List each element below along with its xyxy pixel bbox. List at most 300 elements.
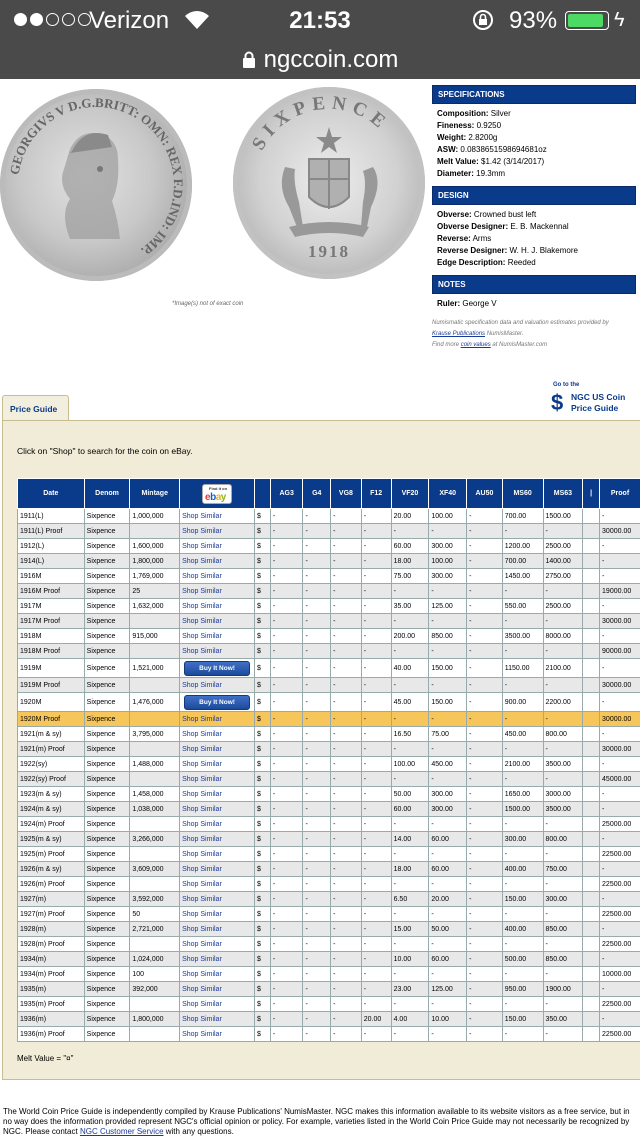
- cell-g4: -: [303, 892, 331, 907]
- cell-au50: -: [467, 509, 503, 524]
- cell-au50: -: [467, 982, 503, 997]
- column-header: Mintage: [130, 479, 180, 509]
- cell-vf20: 200.00: [391, 629, 429, 644]
- cell-spacer: [583, 772, 600, 787]
- shop-similar-link[interactable]: Shop Similar: [180, 524, 255, 539]
- cell-date: 1927(m) Proof: [18, 907, 85, 922]
- cell-f12: -: [361, 832, 391, 847]
- cell-date: 1918M Proof: [18, 644, 85, 659]
- cell-vf20: -: [391, 907, 429, 922]
- cell-ms60: -: [502, 817, 543, 832]
- table-row: [18, 629, 640, 644]
- cell-ms63: -: [543, 1027, 583, 1042]
- shop-similar-link[interactable]: Shop Similar: [180, 554, 255, 569]
- cell-denom: Sixpence: [84, 644, 130, 659]
- cell-f12: -: [361, 524, 391, 539]
- cell-mintage: 1,024,000: [130, 952, 180, 967]
- shop-similar-link[interactable]: Shop Similar: [180, 967, 255, 982]
- coin-reverse-image[interactable]: [233, 87, 425, 279]
- cell-f12: -: [361, 644, 391, 659]
- cell-denom: Sixpence: [84, 629, 130, 644]
- cell-ms63: -: [543, 967, 583, 982]
- cell-g4: -: [303, 599, 331, 614]
- cell-f12: -: [361, 847, 391, 862]
- cell-g4: -: [303, 772, 331, 787]
- cell-f12: -: [361, 727, 391, 742]
- shop-similar-link[interactable]: Shop Similar: [180, 569, 255, 584]
- shop-similar-link[interactable]: Shop Similar: [180, 584, 255, 599]
- cell-au50: -: [467, 847, 503, 862]
- table-row: [18, 599, 640, 614]
- cell-mintage: 1,600,000: [130, 539, 180, 554]
- shop-similar-link[interactable]: Shop Similar: [180, 877, 255, 892]
- cell-denom: Sixpence: [84, 554, 130, 569]
- spec-label: Diameter:: [437, 169, 474, 178]
- cell-vf20: 18.00: [391, 554, 429, 569]
- cell-g4: -: [303, 509, 331, 524]
- cell-vg8: -: [331, 693, 362, 712]
- cell-vf20: 50.00: [391, 787, 429, 802]
- spec-value: $1.42 (3/14/2017): [481, 157, 544, 166]
- table-row: [18, 727, 640, 742]
- cell-proof: -: [600, 659, 640, 678]
- shop-similar-link[interactable]: Shop Similar: [180, 787, 255, 802]
- cell-xf40: 300.00: [429, 539, 467, 554]
- cell-f12: -: [361, 877, 391, 892]
- cell-f12: -: [361, 614, 391, 629]
- cell-g4: -: [303, 757, 331, 772]
- cell-au50: -: [467, 967, 503, 982]
- note-label: Ruler:: [437, 299, 460, 308]
- cell-denom: Sixpence: [84, 922, 130, 937]
- shop-similar-link[interactable]: Shop Similar: [180, 509, 255, 524]
- spec-row: [437, 108, 631, 120]
- cell-cur: $: [255, 569, 271, 584]
- shop-similar-link[interactable]: Shop Similar: [180, 997, 255, 1012]
- cell-vf20: -: [391, 584, 429, 599]
- cell-f12: -: [361, 539, 391, 554]
- table-row: [18, 907, 640, 922]
- cell-vg8: -: [331, 922, 362, 937]
- cell-ag3: -: [270, 539, 303, 554]
- cell-mintage: 392,000: [130, 982, 180, 997]
- cell-ms63: 2750.00: [543, 569, 583, 584]
- cell-ms60: 950.00: [502, 982, 543, 997]
- cell-proof: -: [600, 952, 640, 967]
- note-row: [437, 298, 631, 310]
- clock: 21:53: [0, 7, 640, 35]
- table-row: [18, 892, 640, 907]
- cell-vg8: -: [331, 599, 362, 614]
- charging-icon: ϟ: [614, 9, 625, 32]
- cell-ms63: 1900.00: [543, 982, 583, 997]
- svg-text:SIXPENCE: [248, 93, 394, 154]
- cell-ms60: -: [502, 937, 543, 952]
- cell-ag3: -: [270, 742, 303, 757]
- cell-ms60: -: [502, 614, 543, 629]
- notes-list: [432, 294, 636, 316]
- cell-ag3: -: [270, 1012, 303, 1027]
- cell-xf40: -: [429, 712, 467, 727]
- table-row: [18, 678, 640, 693]
- cell-mintage: [130, 847, 180, 862]
- cell-denom: Sixpence: [84, 952, 130, 967]
- shop-similar-link[interactable]: Shop Similar: [180, 832, 255, 847]
- shop-similar-link[interactable]: Shop Similar: [180, 757, 255, 772]
- table-row: [18, 742, 640, 757]
- cell-ms60: -: [502, 847, 543, 862]
- cell-vg8: -: [331, 847, 362, 862]
- cell-proof: 25000.00: [600, 817, 640, 832]
- price-table: [17, 478, 640, 1042]
- cell-xf40: -: [429, 644, 467, 659]
- cell-mintage: [130, 817, 180, 832]
- cell-g4: -: [303, 524, 331, 539]
- cell-xf40: -: [429, 937, 467, 952]
- cell-mintage: 1,476,000: [130, 693, 180, 712]
- shop-similar-link[interactable]: Shop Similar: [180, 678, 255, 693]
- cell-mintage: 50: [130, 907, 180, 922]
- cell-cur: $: [255, 742, 271, 757]
- shop-similar-link[interactable]: Shop Similar: [180, 772, 255, 787]
- coin-values-link[interactable]: coin values: [461, 342, 491, 348]
- cell-mintage: [130, 937, 180, 952]
- table-row: [18, 802, 640, 817]
- spec-label: Composition:: [437, 109, 489, 118]
- battery-percent: 93%: [509, 7, 557, 35]
- cell-f12: -: [361, 892, 391, 907]
- cell-vg8: -: [331, 742, 362, 757]
- cell-denom: Sixpence: [84, 982, 130, 997]
- cell-proof: -: [600, 757, 640, 772]
- cell-ms60: -: [502, 967, 543, 982]
- table-row: [18, 877, 640, 892]
- cell-ag3: -: [270, 802, 303, 817]
- cell-ag3: -: [270, 997, 303, 1012]
- cell-denom: Sixpence: [84, 997, 130, 1012]
- cell-xf40: -: [429, 817, 467, 832]
- cell-denom: Sixpence: [84, 1012, 130, 1027]
- cell-spacer: [583, 693, 600, 712]
- cell-ms60: -: [502, 678, 543, 693]
- url-text[interactable]: ngccoin.com: [264, 46, 399, 74]
- cell-au50: -: [467, 524, 503, 539]
- cell-denom: Sixpence: [84, 757, 130, 772]
- cell-ag3: -: [270, 693, 303, 712]
- cell-au50: -: [467, 1027, 503, 1042]
- coin-obverse-image[interactable]: [0, 89, 192, 281]
- shop-similar-link[interactable]: Shop Similar: [180, 644, 255, 659]
- cell-g4: -: [303, 1027, 331, 1042]
- cell-g4: -: [303, 539, 331, 554]
- cell-proof: -: [600, 1012, 640, 1027]
- cell-ms63: 2100.00: [543, 659, 583, 678]
- cell-spacer: [583, 802, 600, 817]
- shop-similar-link[interactable]: Shop Similar: [180, 614, 255, 629]
- cell-ms63: -: [543, 817, 583, 832]
- cell-vg8: -: [331, 997, 362, 1012]
- cell-cur: $: [255, 1027, 271, 1042]
- cell-f12: -: [361, 787, 391, 802]
- cell-mintage: 1,800,000: [130, 1012, 180, 1027]
- cell-vf20: -: [391, 997, 429, 1012]
- cell-ms60: -: [502, 772, 543, 787]
- cell-au50: -: [467, 614, 503, 629]
- cell-mintage: [130, 524, 180, 539]
- table-row: [18, 862, 640, 877]
- table-row: [18, 584, 640, 599]
- shop-similar-link[interactable]: Shop Similar: [180, 727, 255, 742]
- cell-au50: -: [467, 554, 503, 569]
- cell-au50: -: [467, 832, 503, 847]
- cell-denom: Sixpence: [84, 712, 130, 727]
- cell-proof: -: [600, 599, 640, 614]
- cell-ms63: 3000.00: [543, 787, 583, 802]
- table-row: [18, 712, 640, 727]
- cell-f12: -: [361, 862, 391, 877]
- obverse-legend: GEORGIVS V D.G.BRITT: OMN: REX F.D.IND: IMP.: [7, 95, 186, 259]
- cell-ms60: -: [502, 584, 543, 599]
- cell-vf20: -: [391, 967, 429, 982]
- shop-similar-link[interactable]: Shop Similar: [180, 742, 255, 757]
- tab-price-guide[interactable]: Price Guide: [2, 395, 69, 422]
- cell-ms60: -: [502, 877, 543, 892]
- cell-au50: -: [467, 569, 503, 584]
- table-row: [18, 569, 640, 584]
- krause-link[interactable]: Krause Publications: [432, 331, 485, 337]
- cell-vg8: -: [331, 982, 362, 997]
- cell-vf20: 16.50: [391, 727, 429, 742]
- shop-similar-link[interactable]: Shop Similar: [180, 1012, 255, 1027]
- shop-similar-link[interactable]: Shop Similar: [180, 907, 255, 922]
- cell-f12: 20.00: [361, 1012, 391, 1027]
- shop-similar-link[interactable]: Shop Similar: [180, 817, 255, 832]
- cell-date: 1936(m): [18, 1012, 85, 1027]
- cell-f12: -: [361, 712, 391, 727]
- buy-it-now-button[interactable]: Buy It Now!: [184, 661, 250, 676]
- cell-cur: $: [255, 817, 271, 832]
- cell-spacer: [583, 712, 600, 727]
- cell-date: 1919M Proof: [18, 678, 85, 693]
- cell-vf20: -: [391, 772, 429, 787]
- cell-proof: -: [600, 862, 640, 877]
- cell-ms63: -: [543, 584, 583, 599]
- address-bar[interactable]: [0, 40, 640, 79]
- table-row: [18, 524, 640, 539]
- cell-ms63: 2200.00: [543, 693, 583, 712]
- cell-spacer: [583, 659, 600, 678]
- cell-g4: -: [303, 997, 331, 1012]
- cell-f12: -: [361, 629, 391, 644]
- cell-spacer: [583, 982, 600, 997]
- shop-similar-link[interactable]: Shop Similar: [180, 802, 255, 817]
- cell-ag3: -: [270, 922, 303, 937]
- cell-date: 1919M: [18, 659, 85, 678]
- cell-proof: 30000.00: [600, 614, 640, 629]
- note-value: George V: [462, 299, 496, 308]
- cell-vf20: 40.00: [391, 659, 429, 678]
- shop-similar-link[interactable]: Shop Similar: [180, 922, 255, 937]
- cell-vg8: -: [331, 509, 362, 524]
- column-header: Denom: [84, 479, 130, 509]
- shop-similar-link[interactable]: Shop Similar: [180, 712, 255, 727]
- shop-similar-link[interactable]: Shop Similar: [180, 952, 255, 967]
- shop-similar-link[interactable]: Shop Similar: [180, 539, 255, 554]
- specifications-list: [432, 104, 636, 186]
- cell-cur: $: [255, 539, 271, 554]
- cell-spacer: [583, 629, 600, 644]
- cell-ms60: 700.00: [502, 509, 543, 524]
- cell-ms63: 3500.00: [543, 802, 583, 817]
- column-header: [180, 479, 255, 509]
- customer-service-link[interactable]: NGC Customer Service: [80, 1127, 164, 1136]
- shop-similar-link[interactable]: Shop Similar: [180, 982, 255, 997]
- cell-vg8: -: [331, 539, 362, 554]
- shop-similar-link[interactable]: Shop Similar: [180, 937, 255, 952]
- table-row: [18, 832, 640, 847]
- cell-g4: -: [303, 862, 331, 877]
- spec-value: 19.3mm: [476, 169, 505, 178]
- cell-denom: Sixpence: [84, 832, 130, 847]
- cell-ms60: -: [502, 712, 543, 727]
- cell-au50: -: [467, 817, 503, 832]
- shop-similar-link[interactable]: Shop Similar: [180, 1027, 255, 1042]
- cell-date: 1927(m): [18, 892, 85, 907]
- cell-proof: -: [600, 693, 640, 712]
- buy-it-now-button[interactable]: Buy It Now!: [184, 695, 250, 710]
- cell-proof: 45000.00: [600, 772, 640, 787]
- cell-ag3: -: [270, 787, 303, 802]
- cell-proof: -: [600, 922, 640, 937]
- cell-vf20: 45.00: [391, 693, 429, 712]
- cell-denom: Sixpence: [84, 907, 130, 922]
- cell-xf40: 450.00: [429, 757, 467, 772]
- cell-ag3: -: [270, 772, 303, 787]
- cell-g4: -: [303, 802, 331, 817]
- cell-spacer: [583, 832, 600, 847]
- column-header: Date: [18, 479, 85, 509]
- shop-similar-link[interactable]: Shop Similar: [180, 629, 255, 644]
- cell-spacer: [583, 937, 600, 952]
- cell-date: 1914(L): [18, 554, 85, 569]
- cell-cur: $: [255, 599, 271, 614]
- cell-cur: $: [255, 524, 271, 539]
- cell-au50: -: [467, 584, 503, 599]
- cell-spacer: [583, 524, 600, 539]
- cell-proof: -: [600, 539, 640, 554]
- dollar-icon: $: [551, 390, 563, 416]
- cell-au50: -: [467, 922, 503, 937]
- cell-ms63: 850.00: [543, 952, 583, 967]
- cell-vf20: 14.00: [391, 832, 429, 847]
- carrier-name: Verizon: [89, 7, 169, 35]
- cell-ag3: -: [270, 907, 303, 922]
- cell-denom: Sixpence: [84, 614, 130, 629]
- table-row: [18, 693, 640, 712]
- cell-ms60: 400.00: [502, 922, 543, 937]
- cell-ms60: -: [502, 997, 543, 1012]
- shop-similar-link[interactable]: Shop Similar: [180, 599, 255, 614]
- cell-denom: Sixpence: [84, 877, 130, 892]
- cell-date: 1935(m): [18, 982, 85, 997]
- cell-proof: -: [600, 727, 640, 742]
- cell-denom: Sixpence: [84, 937, 130, 952]
- battery-icon: [565, 11, 609, 30]
- column-header: G4: [303, 479, 331, 509]
- cell-ms63: -: [543, 712, 583, 727]
- cell-ms63: -: [543, 678, 583, 693]
- table-row: [18, 757, 640, 772]
- cell-proof: -: [600, 892, 640, 907]
- cell-ms60: 500.00: [502, 952, 543, 967]
- cell-g4: -: [303, 742, 331, 757]
- shop-similar-link[interactable]: Shop Similar: [180, 892, 255, 907]
- cell-f12: -: [361, 817, 391, 832]
- design-label: Edge Description:: [437, 258, 505, 267]
- column-header: MS60: [502, 479, 543, 509]
- cell-au50: -: [467, 678, 503, 693]
- cell-cur: $: [255, 659, 271, 678]
- cell-date: 1925(m) Proof: [18, 847, 85, 862]
- spec-value: Silver: [491, 109, 511, 118]
- cell-au50: -: [467, 937, 503, 952]
- cell-proof: 30000.00: [600, 524, 640, 539]
- cell-vg8: -: [331, 817, 362, 832]
- cell-cur: $: [255, 787, 271, 802]
- cell-mintage: [130, 772, 180, 787]
- cell-mintage: 1,458,000: [130, 787, 180, 802]
- cell-denom: Sixpence: [84, 787, 130, 802]
- cell-f12: -: [361, 952, 391, 967]
- cell-date: 1911(L) Proof: [18, 524, 85, 539]
- ebay-logo[interactable]: Find it on ebay: [202, 484, 232, 504]
- cell-spacer: [583, 787, 600, 802]
- cell-ag3: -: [270, 678, 303, 693]
- cell-date: 1917M: [18, 599, 85, 614]
- table-row: [18, 539, 640, 554]
- design-row: [437, 257, 631, 269]
- cell-proof: 22500.00: [600, 937, 640, 952]
- cell-xf40: -: [429, 614, 467, 629]
- shop-similar-link[interactable]: Shop Similar: [180, 862, 255, 877]
- cell-f12: -: [361, 907, 391, 922]
- cell-ag3: -: [270, 862, 303, 877]
- cell-ag3: -: [270, 554, 303, 569]
- cell-date: 1925(m & sy): [18, 832, 85, 847]
- cell-date: 1923(m & sy): [18, 787, 85, 802]
- column-header: AU50: [467, 479, 503, 509]
- cell-ms63: 750.00: [543, 862, 583, 877]
- column-header: AG3: [270, 479, 303, 509]
- cell-vg8: -: [331, 524, 362, 539]
- reverse-legend: SIXPENCE: [248, 93, 394, 154]
- cell-spacer: [583, 569, 600, 584]
- cell-date: 1921(m) Proof: [18, 742, 85, 757]
- specifications-header: SPECIFICATIONS: [432, 85, 636, 104]
- column-header: [255, 479, 271, 509]
- cell-cur: $: [255, 509, 271, 524]
- cell-g4: -: [303, 817, 331, 832]
- shop-similar-link[interactable]: Shop Similar: [180, 847, 255, 862]
- cell-vf20: 23.00: [391, 982, 429, 997]
- cell-xf40: -: [429, 907, 467, 922]
- cell-vg8: -: [331, 614, 362, 629]
- cell-vg8: -: [331, 727, 362, 742]
- cell-cur: $: [255, 967, 271, 982]
- cell-xf40: -: [429, 997, 467, 1012]
- cell-f12: -: [361, 772, 391, 787]
- cell-ag3: -: [270, 599, 303, 614]
